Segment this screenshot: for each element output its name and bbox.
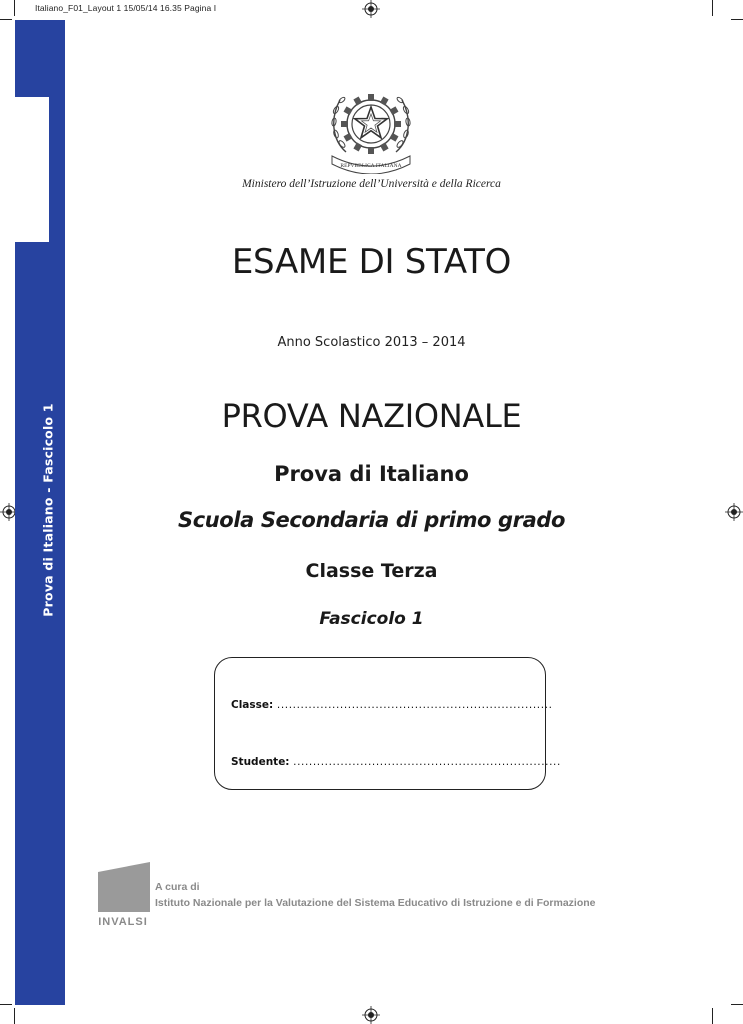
repubblica-italiana-emblem-icon [326, 80, 416, 174]
studente-label: Studente: [231, 756, 290, 768]
crop-mark [0, 19, 12, 20]
class-level: Classe Terza [305, 560, 438, 582]
school-year: Anno Scolastico 2013 – 2014 [277, 335, 466, 350]
student-info-box [214, 657, 561, 790]
subject-title: Prova di Italiano [274, 462, 469, 486]
booklet-number: Fascicolo 1 [319, 609, 424, 629]
classe-label: Classe: [231, 699, 274, 711]
registration-mark-icon [362, 1006, 380, 1024]
page-title: ESAME DI STATO [231, 242, 512, 282]
studente-field[interactable] [231, 756, 561, 768]
crop-mark [712, 0, 713, 16]
sidebar-notch [15, 97, 49, 242]
institute-name: Istituto Nazionale per la Valutazione del Sistema Educativo di Istruzione e di Formazione [155, 897, 596, 909]
invalsi-logo-text: INVALSI [98, 916, 148, 928]
registration-mark-icon [362, 0, 380, 18]
crop-mark [14, 0, 15, 16]
classe-field[interactable] [231, 699, 553, 711]
crop-mark [0, 1004, 12, 1005]
classe-dotted-line: ...................................................................... [276, 699, 553, 711]
school-level: Scuola Secondaria di primo grado [177, 508, 566, 532]
crop-mark [14, 1008, 15, 1024]
invalsi-logo-icon [96, 862, 150, 928]
curated-by-label: A cura di [155, 881, 200, 893]
crop-mark [712, 1008, 713, 1024]
sidebar-label: Prova di Italiano - Fascicolo 1 [40, 403, 56, 617]
exam-heading: PROVA NAZIONALE [221, 397, 522, 435]
studente-dotted-line: .................................................................... [293, 756, 561, 768]
print-slug: Italiano_F01_Layout 1 15/05/14 16.35 Pagina I [35, 3, 217, 13]
emblem-ribbon-text: REPVBBLICA ITALIANA [340, 163, 402, 169]
crop-mark [731, 19, 743, 20]
ministry-name: Ministero dell’Istruzione dell’Università e della Ricerca [242, 178, 501, 190]
crop-mark [731, 1004, 743, 1005]
